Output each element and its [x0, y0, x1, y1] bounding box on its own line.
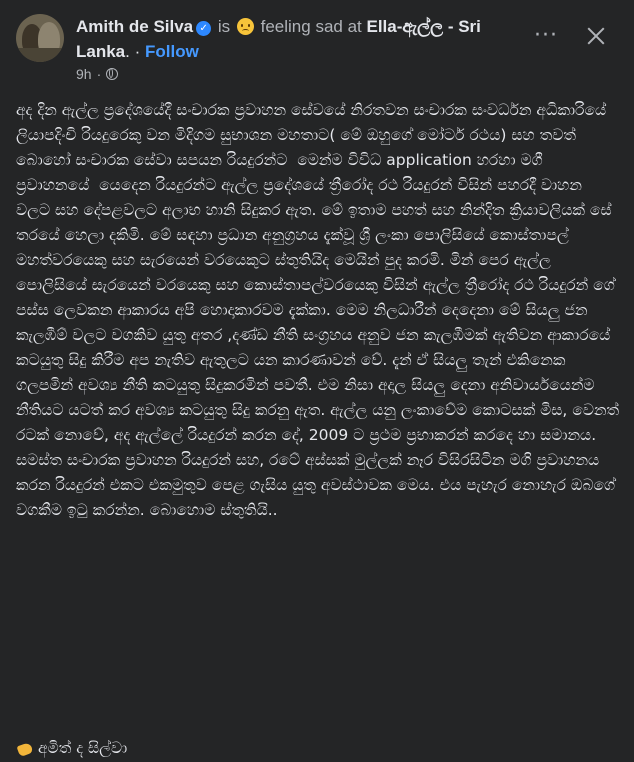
verified-badge-icon: ✓	[196, 21, 211, 36]
feeling-text: feeling sad at	[260, 17, 362, 36]
post-header	[0, 0, 634, 92]
post-meta	[76, 66, 118, 82]
post-header-text	[76, 14, 526, 64]
author-avatar[interactable]	[16, 14, 64, 62]
header-separator: .	[125, 42, 130, 61]
sad-face-emoji-icon	[237, 18, 254, 35]
globe-icon[interactable]	[106, 68, 118, 80]
post-signature	[16, 737, 127, 759]
location-link[interactable]: Ella-ඇල්ල - Sri Lanka	[76, 17, 481, 61]
is-text: is	[217, 17, 231, 36]
follow-button[interactable]: Follow	[145, 42, 199, 61]
header-dot: ·	[134, 42, 141, 61]
more-options-icon[interactable]: ···	[534, 23, 558, 48]
post-time[interactable]: 9h	[76, 66, 92, 82]
close-icon[interactable]	[578, 18, 614, 54]
signature-text: අමිත් ද සිල්වා	[38, 739, 128, 757]
post-body-text: අද දින ඇල්ල ප්‍රදේශයේදී සංචාරක ප්‍රවාහන සේවයේ නිරතවන සංචාරක සංවර්ධන අධිකාරියේ ලියාපදිංචි රියදුරෙකු වන මිදිගම සුභාශන මහතාට( මේ ඔහුගේ මෝටර් රථය) සහ තවත් බොහෝ සංචාරක සේවා සපයන රියදුරන්ට මෙන්ම විවිධ application හරහා මගී ප්‍රවාහනයේ යෙදෙන රියදුරන්ට ඇල්ල ප්‍රදේශයේ ත්‍රීරෝද රථ රියදුරන් විසින් පහරදී වාහන වලට සහ දේපළවලට අලාභ හානි සිදුකර ඇත. මේ ඉතාම පහත් සහ නින්දිත ක්‍රියාවලියක් සේ තරයේ හෙලා දකිමි. මේ සඳහා ප්‍රධාන අනුග්‍රහය දැක්වූ ශ්‍රී ලංකා පොලිසියේ කොස්තාපල් මහත්වරයෙකු සහ සැරයෙන් වරයෙකුට ස්තුතියිද මෙයින් පුද කරමි. මින් පෙර ඇල්ල පොලිසියේ සැරයෙන් වරයෙකු සහ කොස්තාපල්වරයෙකු විසින් ඇල්ල ත්‍රීරෝද රථ රියදුරන් ගේ පස්ස ලෙවකන ආකාරය අපි හොදාකාරවම දැක්කා. මෙම නිලධාරීන් දෙදෙනා මේ සියලු ජන කැලඹීම් වලට වගකිව යුතු අතර ,දණ්ඩ නීති සංග්‍රහය අනුව ජන කැලඹීමක් ඇතිවන ආකාරයේ කටයුතු සිදු කිරීම අප නැතිව ඇතුලට යන කාරණාවන් වේ. දැන් ඒ සියලු තැන් එකිනෙක ගලපමින් අවශ්‍ය නීති කටයුතු සිදුකරමින් පවතී. එම නිසා අදාල සියලු දෙනා අනිවාර්යයෙන්ම නීතියට යටත් කර අවශ්‍ය කටයුතු සිදු කරනු ඇත. ඇල්ල යනු ලංකාවේම කොටසක් මිස, වෙනත් රටක් නොවේ, අද ඇල්ලේ රියදුරන් කරන දේ, 2009 ට ප්‍රථම ප්‍රභාකරන් කරදෙ හා සමානය. සමස්ත සංචාරක ප්‍රවාහන රියදුරන් සහ, රටේ අස්සක් මුල්ලක් නෑර විසිරසිටින මගි ප්‍රවාහනය කරන රියදුරන් එකට එකමුතුව පෙළ ගැසිය යුතු අවස්ථාවක මෙය. එය පැහැර නොහැර ඔබගේ වගකීම ඉටු කරන්න. බොහොම ස්තුතියි..	[16, 101, 625, 519]
hand-emoji-icon	[16, 740, 34, 756]
author-name[interactable]: Amith de Silva	[76, 17, 194, 36]
meta-dot: ·	[96, 66, 102, 82]
